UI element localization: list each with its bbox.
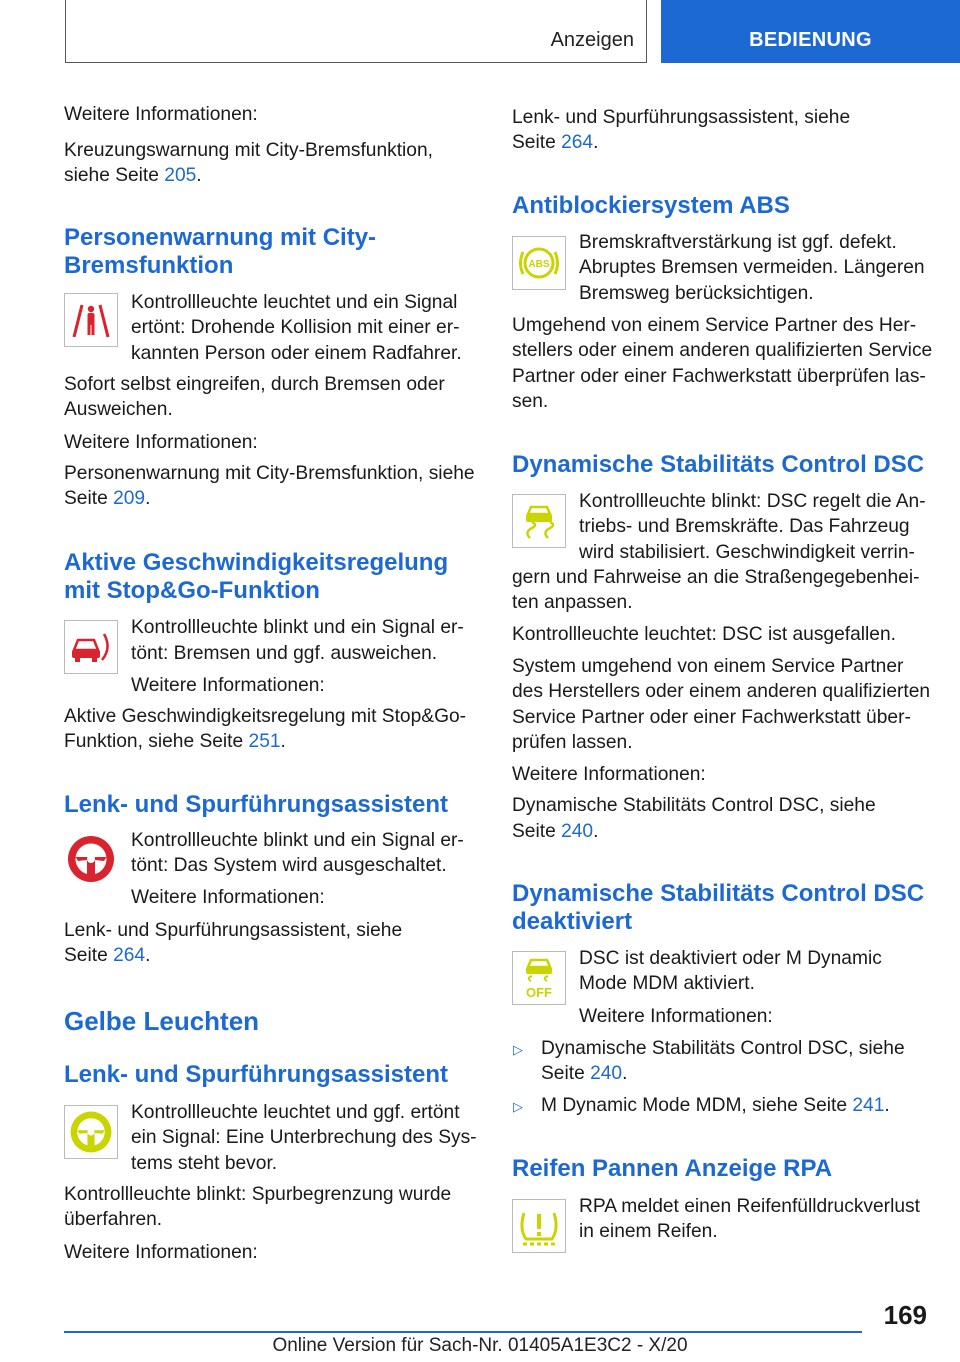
text-line: überfahren. [64, 1209, 163, 1230]
abs-warning-icon [512, 236, 566, 290]
text-line: Weitere Informationen: [64, 1242, 258, 1263]
heading-personenwarnung: Personenwarnung mit City- [64, 224, 377, 251]
text-line: ten anpassen. [512, 592, 633, 613]
heading-gelbe-leuchten: Gelbe Leuchten [64, 1006, 260, 1036]
text-line: tönt: Das System wird ausgeschaltet. [131, 855, 447, 876]
dsc-off-icon-text: OFF [526, 985, 552, 1000]
page-link[interactable]: 240 [590, 1063, 623, 1084]
text-line: Kontrollleuchte blinkt und ein Signal er‐ [131, 830, 464, 851]
pedestrian-warning-icon [64, 293, 118, 347]
text-line: Kontrollleuchte leuchtet: DSC ist ausgefallen. [512, 624, 896, 645]
text-line: tönt: Bremsen und ggf. ausweichen. [131, 643, 438, 664]
page-link[interactable]: 251 [248, 731, 281, 752]
text-line: triebs- und Bremskräfte. Das Fahrzeug [579, 516, 910, 537]
page-link[interactable]: 264 [561, 132, 594, 153]
page-link[interactable]: 240 [561, 821, 594, 842]
text-line: Seite 209. [64, 488, 151, 509]
text-line: in einem Reifen. [579, 1221, 718, 1242]
text-line: sen. [512, 391, 549, 412]
text-line: Partner oder einer Fachwerkstatt überprüfen las‐ [512, 366, 926, 387]
text-line: Umgehend von einem Service Partner des Her‐ [512, 315, 917, 336]
dsc-off-icon [512, 951, 566, 1005]
text-line: Lenk- und Spurführungsassistent, siehe [512, 107, 851, 128]
text-line: Aktive Geschwindigkeitsregelung mit Stop&Go- [64, 706, 467, 727]
text-line: Seite 240. [541, 1063, 628, 1084]
text-line: ertönt: Drohende Kollision mit einer er‐ [131, 317, 460, 338]
text-line: M Dynamic Mode MDM, siehe Seite 241. [541, 1095, 890, 1116]
bullet-arrow-icon: ▷ [513, 1099, 523, 1114]
text-line: Kontrollleuchte blinkt: Spurbegrenzung wurde [64, 1184, 452, 1205]
text-line: siehe Seite 205. [64, 165, 202, 186]
text-line: Weitere Informationen: [131, 675, 325, 696]
text-line: Bremskraftverstärkung ist ggf. defekt. [579, 232, 897, 253]
text-line: Weitere Informationen: [64, 104, 258, 125]
text-line: Seite 240. [512, 821, 599, 842]
text-line: Weitere Informationen: [131, 887, 325, 908]
text-line: Dynamische Stabilitäts Control DSC, siehe [512, 795, 876, 816]
text-line: des Herstellers oder einem anderen qualifizierten [512, 681, 931, 702]
text-line: Kontrollleuchte leuchtet und ein Signal [131, 292, 458, 313]
text-line: Mode MDM aktiviert. [579, 973, 755, 994]
steering-wheel-red-icon [64, 832, 118, 886]
page-number: 169 [883, 1300, 927, 1330]
text-line: kannten Person oder einem Radfahrer. [131, 343, 462, 364]
heading-lenk-spur-yellow: Lenk- und Spurführungsassistent [64, 1061, 449, 1088]
text-line: System umgehend von einem Service Partner [512, 656, 904, 677]
text-line: ein Signal: Eine Unterbrechung des Sys‐ [131, 1127, 477, 1148]
abs-icon-text: ABS [528, 259, 550, 270]
text-line: prüfen lassen. [512, 732, 633, 753]
heading-dsc-deaktiviert: Dynamische Stabilitäts Control DSC [512, 880, 925, 907]
text-line: Kontrollleuchte blinkt: DSC regelt die An‐ [579, 491, 926, 512]
text-line: RPA meldet einen Reifenfülldruckverlust [579, 1196, 920, 1217]
page-link[interactable]: 205 [164, 165, 197, 186]
heading-aktive-cont: mit Stop&Go-Funktion [64, 577, 320, 604]
text-line: Weitere Informationen: [64, 432, 258, 453]
text-line: DSC ist deaktiviert oder M Dynamic [579, 948, 882, 969]
heading-personenwarnung-cont: Bremsfunktion [64, 252, 234, 279]
heading-rpa: Reifen Pannen Anzeige RPA [512, 1155, 833, 1182]
text-line: Funktion, siehe Seite 251. [64, 731, 286, 752]
text-line: stellers oder einem anderen qualifizierten Service [512, 340, 933, 361]
heading-dsc-deaktiviert-cont: deaktiviert [512, 908, 633, 935]
text-line: Kontrollleuchte blinkt und ein Signal er‐ [131, 617, 464, 638]
page-link[interactable]: 264 [113, 945, 146, 966]
tire-pressure-icon [512, 1199, 566, 1253]
text-line: Kontrollleuchte leuchtet und ggf. ertönt [131, 1102, 460, 1123]
footer-online-version: Online Version für Sach-Nr. 01405A1E3C2 - X/20 [272, 1335, 688, 1356]
bullet-arrow-icon: ▷ [513, 1042, 523, 1057]
text-line: Weitere Informationen: [579, 1006, 773, 1027]
header-tab-frame [65, 0, 647, 63]
text-line: Seite 264. [512, 132, 599, 153]
text-line: Ausweichen. [64, 399, 173, 420]
heading-dsc: Dynamische Stabilitäts Control DSC [512, 451, 925, 478]
dsc-skid-icon [512, 494, 566, 548]
steering-wheel-yellow-icon [64, 1105, 118, 1159]
text-line: gern und Fahrweise an die Straßengegebenhei‐ [512, 567, 920, 588]
text-line: wird stabilisiert. Geschwindigkeit verrin‐ [579, 542, 915, 563]
section-tab-label: Anzeigen [550, 29, 634, 51]
text-line: Seite 264. [64, 945, 151, 966]
heading-abs: Antiblockiersystem ABS [512, 192, 790, 219]
text-line: Sofort selbst eingreifen, durch Bremsen oder [64, 374, 445, 395]
chapter-tab: BEDIENUNG [661, 0, 960, 63]
text-line: Lenk- und Spurführungsassistent, siehe [64, 920, 403, 941]
heading-lenk-spur-red: Lenk- und Spurführungsassistent [64, 791, 449, 818]
text-line: Bremsweg berücksichtigen. [579, 283, 814, 304]
text-line: Service Partner oder einer Fachwerkstatt über‐ [512, 707, 911, 728]
text-line: Kreuzungswarnung mit City-Bremsfunktion, [64, 140, 433, 161]
heading-aktive-geschwindigkeitsregelung: Aktive Geschwindigkeitsregelung [64, 549, 449, 576]
text-line: Weitere Informationen: [512, 764, 706, 785]
text-line: Personenwarnung mit City-Bremsfunktion, siehe [64, 463, 475, 484]
distance-car-icon [64, 620, 118, 674]
text-line: tems steht bevor. [131, 1153, 278, 1174]
page-link[interactable]: 209 [113, 488, 146, 509]
page-link[interactable]: 241 [852, 1095, 885, 1116]
text-line: Abruptes Bremsen vermeiden. Längeren [579, 257, 925, 278]
footer-divider [64, 1331, 862, 1333]
text-line: Dynamische Stabilitäts Control DSC, siehe [541, 1038, 905, 1059]
